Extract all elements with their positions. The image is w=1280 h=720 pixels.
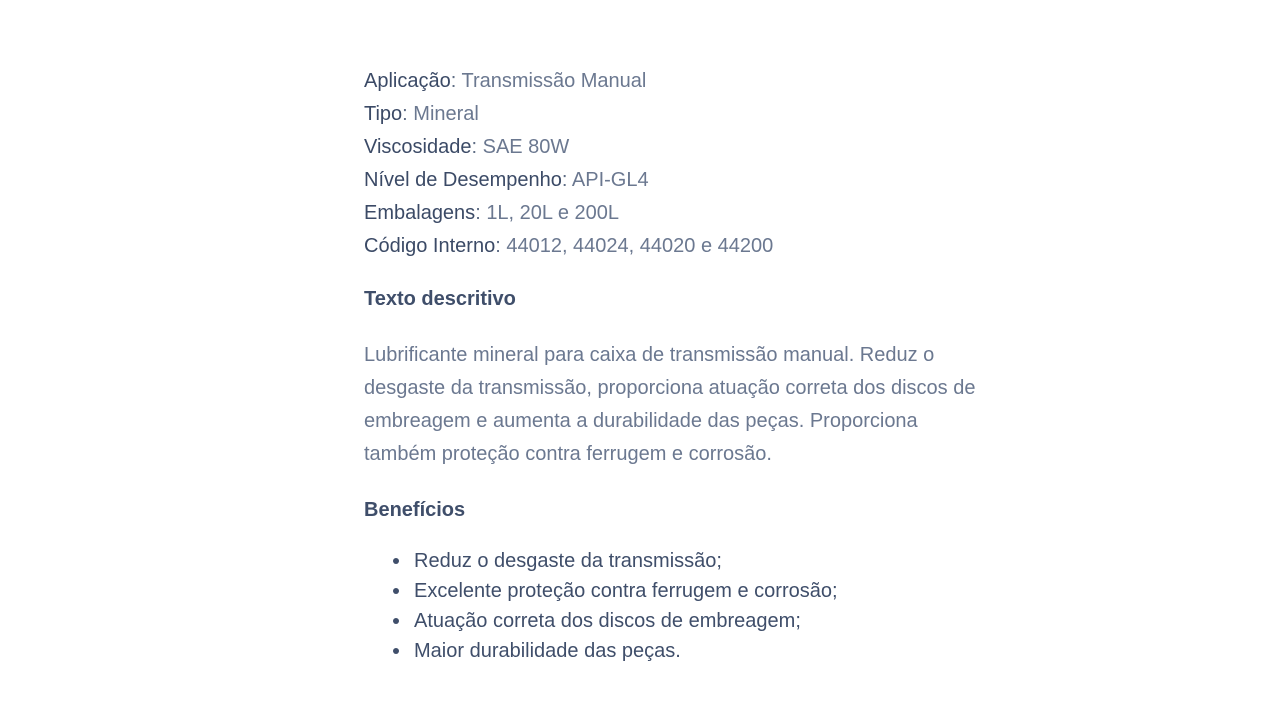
spec-value: 44012, 44024, 44020 e 44200	[506, 235, 774, 257]
spec-key: Aplicação	[364, 70, 451, 92]
bullet-icon	[393, 558, 399, 564]
spec-separator: :	[402, 103, 414, 125]
spec-key: Tipo	[364, 103, 403, 125]
spec-separator: :	[475, 202, 487, 224]
benefit-item	[414, 636, 1004, 666]
spec-row-application	[364, 67, 1004, 100]
spec-row-performance-level	[364, 166, 1004, 199]
product-details	[364, 67, 1004, 666]
spec-key: Nível de Desempenho	[364, 169, 562, 191]
spec-key: Código Interno	[364, 235, 496, 257]
benefit-item	[414, 606, 1004, 636]
spec-value: SAE 80W	[482, 136, 570, 158]
spec-row-internal-code	[364, 232, 1004, 265]
benefit-text: Atuação correta dos discos de embreagem;	[414, 610, 801, 632]
bullet-icon	[393, 618, 399, 624]
benefit-text: Reduz o desgaste da transmissão;	[414, 550, 722, 572]
benefits-heading: Benefícios	[364, 499, 466, 521]
bullet-icon	[393, 588, 399, 594]
spec-list	[364, 67, 1004, 265]
spec-value: 1L, 20L e 200L	[486, 202, 620, 224]
spec-key: Viscosidade	[364, 136, 472, 158]
spec-row-type	[364, 100, 1004, 133]
benefit-item	[414, 576, 1004, 606]
spec-separator: :	[471, 136, 483, 158]
benefit-text: Maior durabilidade das peças.	[414, 640, 681, 662]
description-paragraph: Lubrificante mineral para caixa de transmissão manual. Reduz o desgaste da transmissão, proporciona atuação correta dos discos de embreagem e aumenta a durabilidade das peças. Proporciona também proteção contra ferrugem e corrosão.	[364, 344, 976, 465]
bullet-icon	[393, 648, 399, 654]
spec-row-viscosity	[364, 133, 1004, 166]
spec-separator: :	[561, 169, 572, 191]
spec-value: Transmissão Manual	[461, 70, 647, 92]
spec-key: Embalagens	[364, 202, 476, 224]
description-heading: Texto descritivo	[364, 288, 516, 310]
benefit-text: Excelente proteção contra ferrugem e corrosão;	[414, 580, 838, 602]
spec-value: API-GL4	[571, 169, 649, 191]
benefit-item	[414, 546, 1004, 576]
spec-separator: :	[495, 235, 507, 257]
spec-separator: :	[450, 70, 462, 92]
spec-value: Mineral	[413, 103, 479, 125]
benefits-list	[364, 546, 1004, 666]
spec-row-packaging	[364, 199, 1004, 232]
